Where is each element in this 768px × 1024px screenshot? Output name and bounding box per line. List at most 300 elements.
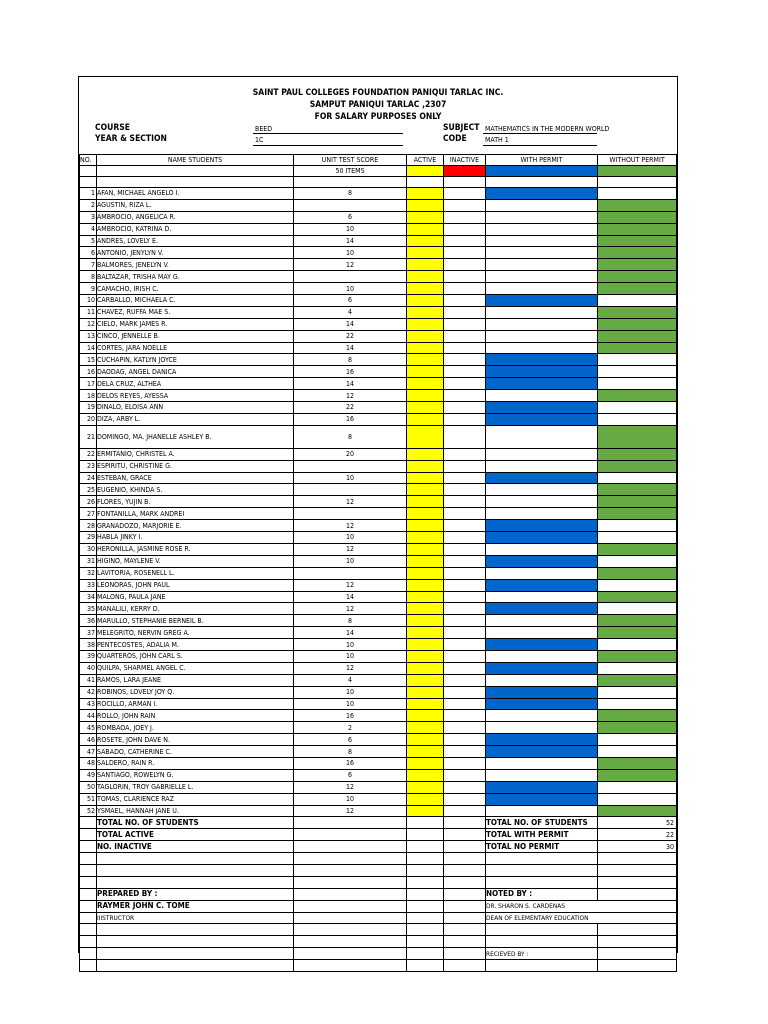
- without-permit-cell: [598, 520, 677, 532]
- active-cell: [407, 413, 444, 425]
- without-permit-cell: [598, 472, 677, 484]
- with-permit-cell: [486, 247, 598, 259]
- active-cell: [407, 567, 444, 579]
- with-permit-cell: [486, 746, 598, 758]
- without-permit-cell: [598, 698, 677, 710]
- inactive-cell: [444, 639, 486, 651]
- student-row: [80, 543, 677, 555]
- student-row: [80, 603, 677, 615]
- without-permit-cell: [598, 295, 677, 307]
- student-row: [80, 532, 677, 544]
- total-active-label: TOTAL ACTIVE: [97, 829, 294, 841]
- student-number: 21: [80, 425, 97, 448]
- student-row: [80, 318, 677, 330]
- inactive-cell: [444, 579, 486, 591]
- with-permit-cell: [486, 615, 598, 627]
- student-name: RAMOS, LARA JEANE: [97, 674, 294, 686]
- with-permit-cell: [486, 425, 598, 448]
- without-permit-cell: [598, 390, 677, 402]
- student-score: 8: [294, 188, 407, 200]
- student-number: 22: [80, 448, 97, 460]
- legend-inactive-swatch: [444, 166, 486, 177]
- student-name: FLORES, YUJIN B.: [97, 496, 294, 508]
- inactive-cell: [444, 223, 486, 235]
- student-row: [80, 722, 677, 734]
- student-name: QUARTEROS, JOHN CARL S.: [97, 650, 294, 662]
- with-permit-cell: [486, 496, 598, 508]
- received-row: [80, 948, 677, 960]
- student-number: 10: [80, 295, 97, 307]
- student-name: ESTEBAN, GRACE: [97, 472, 294, 484]
- active-cell: [407, 211, 444, 223]
- without-permit-cell: [598, 710, 677, 722]
- prepared-by-name: RAYMER JOHN C. TOME: [97, 900, 294, 912]
- student-number: 25: [80, 484, 97, 496]
- inactive-cell: [444, 686, 486, 698]
- inactive-cell: [444, 247, 486, 259]
- active-cell: [407, 342, 444, 354]
- active-cell: [407, 484, 444, 496]
- col-inactive: INACTIVE: [444, 155, 486, 166]
- with-permit-cell: [486, 211, 598, 223]
- inactive-cell: [444, 295, 486, 307]
- student-name: DELOS REYES, AYESSA: [97, 390, 294, 402]
- with-permit-cell: [486, 520, 598, 532]
- student-score: 12: [294, 662, 407, 674]
- without-permit-cell: [598, 354, 677, 366]
- student-name: FONTANILLA, MARK ANDREI: [97, 508, 294, 520]
- without-permit-cell: [598, 567, 677, 579]
- student-score: 2: [294, 722, 407, 734]
- student-number: 49: [80, 769, 97, 781]
- with-permit-cell: [486, 448, 598, 460]
- student-number: 20: [80, 413, 97, 425]
- without-permit-cell: [598, 235, 677, 247]
- with-permit-cell: [486, 342, 598, 354]
- without-permit-cell: [598, 283, 677, 295]
- student-number: 9: [80, 283, 97, 295]
- student-row: [80, 199, 677, 211]
- without-permit-cell: [598, 532, 677, 544]
- inactive-cell: [444, 567, 486, 579]
- active-cell: [407, 639, 444, 651]
- student-name: ERMITANIO, CHRISTEL A.: [97, 448, 294, 460]
- without-permit-cell: [598, 223, 677, 235]
- student-name: TAGLORIN, TROY GABRIELLE L.: [97, 781, 294, 793]
- student-score: 12: [294, 390, 407, 402]
- with-permit-cell: [486, 508, 598, 520]
- inactive-cell: [444, 235, 486, 247]
- inactive-cell: [444, 603, 486, 615]
- student-score: 6: [294, 295, 407, 307]
- course-value: BEED: [255, 125, 273, 133]
- student-name: AFAN, MICHAEL ANGELO I.: [97, 188, 294, 200]
- student-number: 48: [80, 757, 97, 769]
- inactive-cell: [444, 674, 486, 686]
- student-name: EUGENIO, KHINDA S.: [97, 484, 294, 496]
- active-cell: [407, 188, 444, 200]
- inactive-cell: [444, 283, 486, 295]
- student-row: [80, 769, 677, 781]
- student-row: [80, 330, 677, 342]
- student-name: LEONORAS, JOHN PAUL: [97, 579, 294, 591]
- with-permit-cell: [486, 591, 598, 603]
- without-permit-cell: [598, 579, 677, 591]
- col-active: ACTIVE: [407, 155, 444, 166]
- with-permit-cell: [486, 567, 598, 579]
- student-row: [80, 472, 677, 484]
- student-number: 45: [80, 722, 97, 734]
- inactive-row: [80, 841, 677, 853]
- inactive-cell: [444, 734, 486, 746]
- inactive-cell: [444, 555, 486, 567]
- student-number: 16: [80, 366, 97, 378]
- student-row: [80, 484, 677, 496]
- with-permit-cell: [486, 259, 598, 271]
- student-name: SANTIAGO, ROWELYN G.: [97, 769, 294, 781]
- active-cell: [407, 223, 444, 235]
- without-permit-cell: [598, 686, 677, 698]
- with-permit-cell: [486, 543, 598, 555]
- inactive-cell: [444, 496, 486, 508]
- student-name: CIELO, MARK JAMES R.: [97, 318, 294, 330]
- with-permit-cell: [486, 793, 598, 805]
- with-permit-cell: [486, 354, 598, 366]
- student-score: 10: [294, 639, 407, 651]
- with-permit-cell: [486, 674, 598, 686]
- inactive-cell: [444, 746, 486, 758]
- active-cell: [407, 746, 444, 758]
- student-row: [80, 793, 677, 805]
- student-row: [80, 413, 677, 425]
- blank-row: [80, 864, 677, 876]
- student-row: [80, 188, 677, 200]
- student-row: [80, 283, 677, 295]
- student-score: [294, 567, 407, 579]
- without-permit-cell: [598, 413, 677, 425]
- with-permit-value: 22: [598, 829, 677, 841]
- inactive-cell: [444, 330, 486, 342]
- with-permit-cell: [486, 769, 598, 781]
- active-cell: [407, 734, 444, 746]
- student-score: [294, 199, 407, 211]
- student-row: [80, 235, 677, 247]
- total-students-value: 52: [598, 817, 677, 829]
- active-cell: [407, 448, 444, 460]
- student-number: 28: [80, 520, 97, 532]
- student-number: 47: [80, 746, 97, 758]
- active-cell: [407, 627, 444, 639]
- student-number: 18: [80, 390, 97, 402]
- student-score: 8: [294, 746, 407, 758]
- active-cell: [407, 591, 444, 603]
- active-cell: [407, 543, 444, 555]
- active-cell: [407, 698, 444, 710]
- student-score: 12: [294, 259, 407, 271]
- student-score: 14: [294, 318, 407, 330]
- inactive-cell: [444, 615, 486, 627]
- with-permit-cell: [486, 639, 598, 651]
- student-number: 44: [80, 710, 97, 722]
- blank-row: [80, 924, 677, 936]
- student-row: [80, 247, 677, 259]
- student-number: 13: [80, 330, 97, 342]
- active-cell: [407, 247, 444, 259]
- student-number: 52: [80, 805, 97, 817]
- with-permit-cell: [486, 757, 598, 769]
- inactive-cell: [444, 425, 486, 448]
- student-score: 12: [294, 781, 407, 793]
- student-row: [80, 354, 677, 366]
- inactive-cell: [444, 508, 486, 520]
- prepared-by-label: PREPARED BY :: [97, 888, 294, 900]
- received-by-label: RECIEVED BY :: [486, 948, 598, 960]
- without-permit-cell: [598, 627, 677, 639]
- active-cell: [407, 425, 444, 448]
- student-number: 50: [80, 781, 97, 793]
- without-permit-cell: [598, 508, 677, 520]
- active-cell: [407, 330, 444, 342]
- without-permit-cell: [598, 259, 677, 271]
- student-number: 15: [80, 354, 97, 366]
- student-row: [80, 781, 677, 793]
- with-permit-cell: [486, 402, 598, 414]
- inactive-cell: [444, 390, 486, 402]
- with-permit-cell: [486, 698, 598, 710]
- student-score: 6: [294, 769, 407, 781]
- active-cell: [407, 271, 444, 283]
- student-name: GRANADOZO, MARJORIE E.: [97, 520, 294, 532]
- student-row: [80, 295, 677, 307]
- prepared-by-title: IIISTRUCTOR: [97, 912, 294, 924]
- student-row: [80, 698, 677, 710]
- student-row: [80, 425, 677, 448]
- student-score: 16: [294, 366, 407, 378]
- without-permit-cell: [598, 484, 677, 496]
- without-permit-cell: [598, 722, 677, 734]
- student-row: [80, 496, 677, 508]
- inactive-cell: [444, 342, 486, 354]
- student-score: 16: [294, 757, 407, 769]
- inactive-cell: [444, 757, 486, 769]
- course-label: COURSE: [95, 123, 130, 133]
- student-name: ANTONIO, JENYLYN V.: [97, 247, 294, 259]
- student-name: MANALILI, KERRY D.: [97, 603, 294, 615]
- noted-by-title: DEAN OF ELEMENTARY EDUCATION: [486, 912, 677, 924]
- with-permit-cell: [486, 306, 598, 318]
- inactive-cell: [444, 188, 486, 200]
- with-permit-cell: [486, 283, 598, 295]
- student-number: 36: [80, 615, 97, 627]
- student-name: ROLLO, JOHN RAIN: [97, 710, 294, 722]
- student-name: DAODAG, ANGEL DANICA: [97, 366, 294, 378]
- inactive-cell: [444, 627, 486, 639]
- inactive-cell: [444, 472, 486, 484]
- student-name: AMBROCIO, KATRINA D.: [97, 223, 294, 235]
- student-score: 10: [294, 247, 407, 259]
- without-permit-cell: [598, 342, 677, 354]
- subject-underline: [483, 133, 597, 134]
- student-name: ROMBAOA, JOEY J.: [97, 722, 294, 734]
- student-row: [80, 615, 677, 627]
- inactive-cell: [444, 413, 486, 425]
- code-label: CODE: [443, 134, 467, 144]
- student-score: 14: [294, 342, 407, 354]
- inactive-cell: [444, 211, 486, 223]
- with-permit-label: TOTAL WITH PERMIT: [486, 829, 598, 841]
- without-permit-cell: [598, 650, 677, 662]
- without-permit-cell: [598, 603, 677, 615]
- student-name: ROSETE, JOHN DAVE N.: [97, 734, 294, 746]
- student-row: [80, 508, 677, 520]
- student-score: [294, 271, 407, 283]
- with-permit-cell: [486, 734, 598, 746]
- code-underline: [483, 145, 597, 146]
- with-permit-cell: [486, 484, 598, 496]
- active-cell: [407, 579, 444, 591]
- without-permit-cell: [598, 330, 677, 342]
- student-number: 11: [80, 306, 97, 318]
- student-score: 12: [294, 496, 407, 508]
- with-permit-cell: [486, 805, 598, 817]
- active-cell: [407, 615, 444, 627]
- with-permit-cell: [486, 710, 598, 722]
- student-score: 12: [294, 543, 407, 555]
- student-score: 14: [294, 235, 407, 247]
- student-score: 8: [294, 615, 407, 627]
- course-underline: [253, 133, 403, 134]
- student-number: 30: [80, 543, 97, 555]
- student-score: 4: [294, 674, 407, 686]
- student-score: 22: [294, 402, 407, 414]
- student-row: [80, 223, 677, 235]
- active-cell: [407, 805, 444, 817]
- inactive-cell: [444, 199, 486, 211]
- student-number: 35: [80, 603, 97, 615]
- inactive-cell: [444, 402, 486, 414]
- student-name: CHAVEZ, RUFFA MAE S.: [97, 306, 294, 318]
- without-permit-cell: [598, 662, 677, 674]
- student-row: [80, 378, 677, 390]
- student-name: CORTES, JARA NOELLE: [97, 342, 294, 354]
- student-row: [80, 757, 677, 769]
- active-cell: [407, 757, 444, 769]
- without-permit-cell: [598, 402, 677, 414]
- student-row: [80, 686, 677, 698]
- without-permit-cell: [598, 639, 677, 651]
- year-section-underline: [253, 145, 403, 146]
- inactive-cell: [444, 698, 486, 710]
- blank-row: [80, 936, 677, 948]
- without-permit-cell: [598, 781, 677, 793]
- without-permit-cell: [598, 543, 677, 555]
- inactive-cell: [444, 366, 486, 378]
- student-row: [80, 674, 677, 686]
- col-with-permit: WITH PERMIT: [486, 155, 598, 166]
- student-number: 12: [80, 318, 97, 330]
- student-row: [80, 259, 677, 271]
- student-name: ROBINOS, LOVELY JOY Q.: [97, 686, 294, 698]
- active-cell: [407, 199, 444, 211]
- student-name: SABADO, CATHERINE C.: [97, 746, 294, 758]
- active-cell: [407, 674, 444, 686]
- active-cell: [407, 402, 444, 414]
- student-number: 2: [80, 199, 97, 211]
- student-score: 10: [294, 555, 407, 567]
- without-permit-cell: [598, 674, 677, 686]
- inactive-cell: [444, 378, 486, 390]
- student-score: 6: [294, 734, 407, 746]
- student-number: 6: [80, 247, 97, 259]
- student-name: QUILPA, SHARMEL ANGEL C.: [97, 662, 294, 674]
- with-permit-cell: [486, 271, 598, 283]
- blank-row: [80, 960, 677, 972]
- student-score: 22: [294, 330, 407, 342]
- active-cell: [407, 710, 444, 722]
- active-cell: [407, 650, 444, 662]
- student-number: 31: [80, 555, 97, 567]
- active-cell: [407, 295, 444, 307]
- with-permit-cell: [486, 390, 598, 402]
- student-name: LAVITORIA, ROSENELL L.: [97, 567, 294, 579]
- student-row: [80, 662, 677, 674]
- student-name: BALTAZAR, TRISHA MAY G.: [97, 271, 294, 283]
- student-number: 17: [80, 378, 97, 390]
- without-permit-cell: [598, 318, 677, 330]
- with-permit-cell: [486, 295, 598, 307]
- inactive-cell: [444, 793, 486, 805]
- student-row: [80, 211, 677, 223]
- student-row: [80, 650, 677, 662]
- signature-name-row: [80, 900, 677, 912]
- student-score: 20: [294, 448, 407, 460]
- student-name: ANDRES, LOVELY E.: [97, 235, 294, 247]
- student-score: [294, 508, 407, 520]
- student-score: 12: [294, 603, 407, 615]
- active-cell: [407, 555, 444, 567]
- student-number: 32: [80, 567, 97, 579]
- student-row: [80, 271, 677, 283]
- with-permit-cell: [486, 413, 598, 425]
- inactive-cell: [444, 781, 486, 793]
- school-address: SAMPUT PANIQUI TARLAC ,2307: [309, 100, 447, 110]
- student-score: 6: [294, 211, 407, 223]
- with-permit-cell: [486, 460, 598, 472]
- active-cell: [407, 496, 444, 508]
- student-name: TOMAS, CLARIENCE RAZ: [97, 793, 294, 805]
- code-value: MATH 1: [485, 136, 509, 144]
- inactive-cell: [444, 805, 486, 817]
- student-row: [80, 579, 677, 591]
- inactive-cell: [444, 722, 486, 734]
- student-score: 14: [294, 378, 407, 390]
- blank-row: [80, 853, 677, 865]
- student-row: [80, 306, 677, 318]
- student-number: 26: [80, 496, 97, 508]
- inactive-cell: [444, 662, 486, 674]
- student-number: 34: [80, 591, 97, 603]
- student-score: 14: [294, 591, 407, 603]
- year-section-label: YEAR & SECTION: [95, 134, 167, 144]
- score-subheader: 50 ITEMS: [294, 166, 407, 177]
- student-number: 1: [80, 188, 97, 200]
- without-permit-cell: [598, 306, 677, 318]
- student-number: 5: [80, 235, 97, 247]
- inactive-cell: [444, 271, 486, 283]
- legend-row: [80, 166, 677, 177]
- active-cell: [407, 318, 444, 330]
- with-permit-cell: [486, 627, 598, 639]
